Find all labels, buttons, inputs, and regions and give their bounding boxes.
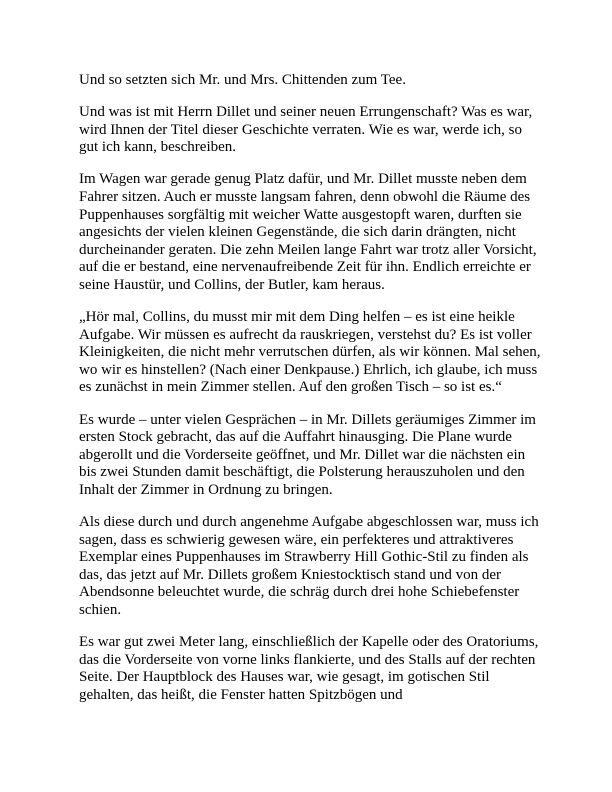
paragraph-1: Und so setzten sich Mr. und Mrs. Chittenden zum Tee.	[79, 72, 406, 88]
text-body	[79, 72, 544, 704]
paragraph-7: Es war gut zwei Meter lang, einschließlich der Kapelle oder des Oratoriums, das die Vorderseite von vorne links flankierte, und des Stalls auf der rechten Seite. Der Hauptblock des Hauses war, wie gesagt, im gotischen Stil gehalten, das heißt, die Fenster hatten Spitzbögen und	[79, 634, 539, 703]
paragraph-5: Es wurde – unter vielen Gesprächen – in Mr. Dillets geräumiges Zimmer im ersten Stock gebracht, das auf die Auffahrt hinausging. Die Plane wurde abgerollt und die Vorderseite geöffnet, und Mr. Dillet war die nächsten ein bis zwei Stunden damit beschäftigt, die Polsterung herauszuholen und den Inhalt der Zimmer in Ordnung zu bringen.	[79, 411, 536, 498]
paragraph-2: Und was ist mit Herrn Dillet und seiner neuen Errungenschaft? Was es war, wird Ihnen der Titel dieser Geschichte verraten. Wie es war, werde ich, so gut ich kann, beschreiben.	[79, 104, 533, 156]
paragraph-3: Im Wagen war gerade genug Platz dafür, und Mr. Dillet musste neben dem Fahrer sitzen. Auch er musste langsam fahren, denn obwohl die Räume des Puppenhauses sorgfältig mit weicher Watte ausgestopft waren, durften sie angesichts der vielen kleinen Gegenstände, die sich darin drängten, nicht durcheinander geraten. Die zehn Meilen lange Fahrt war trotz aller Vorsicht, auf die er bestand, eine nervenaufreibende Zeit für ihn. Endlich erreichte er seine Haustür, und Collins, der Butler, kam heraus.	[79, 171, 537, 293]
paragraph-6: Als diese durch und durch angenehme Aufgabe abgeschlossen war, muss ich sagen, dass es schwierig gewesen wäre, ein perfekteres und attraktiveres Exemplar eines Puppenhauses im Strawberry Hill Gothic-Stil zu finden als das, das jetzt auf Mr. Dillets großem Kniestocktisch stand und von der Abendsonne beleuchtet wurde, die schräg durch drei hohe Schiebefenster schien.	[79, 513, 539, 618]
paragraph-4: „Hör mal, Collins, du musst mir mit dem Ding helfen – es ist eine heikle Aufgabe. Wir müssen es aufrecht da rauskriegen, verstehst du? Es ist voller Kleinigkeiten, die nicht mehr verrutschen dürfen, als wir können. Mal sehen, wo wir es hinstellen? (Nach einer Denkpause.) Ehrlich, ich glaube, ich muss es zunächst in mein Zimmer stellen. Auf den großen Tisch – so ist es.“	[79, 309, 541, 396]
